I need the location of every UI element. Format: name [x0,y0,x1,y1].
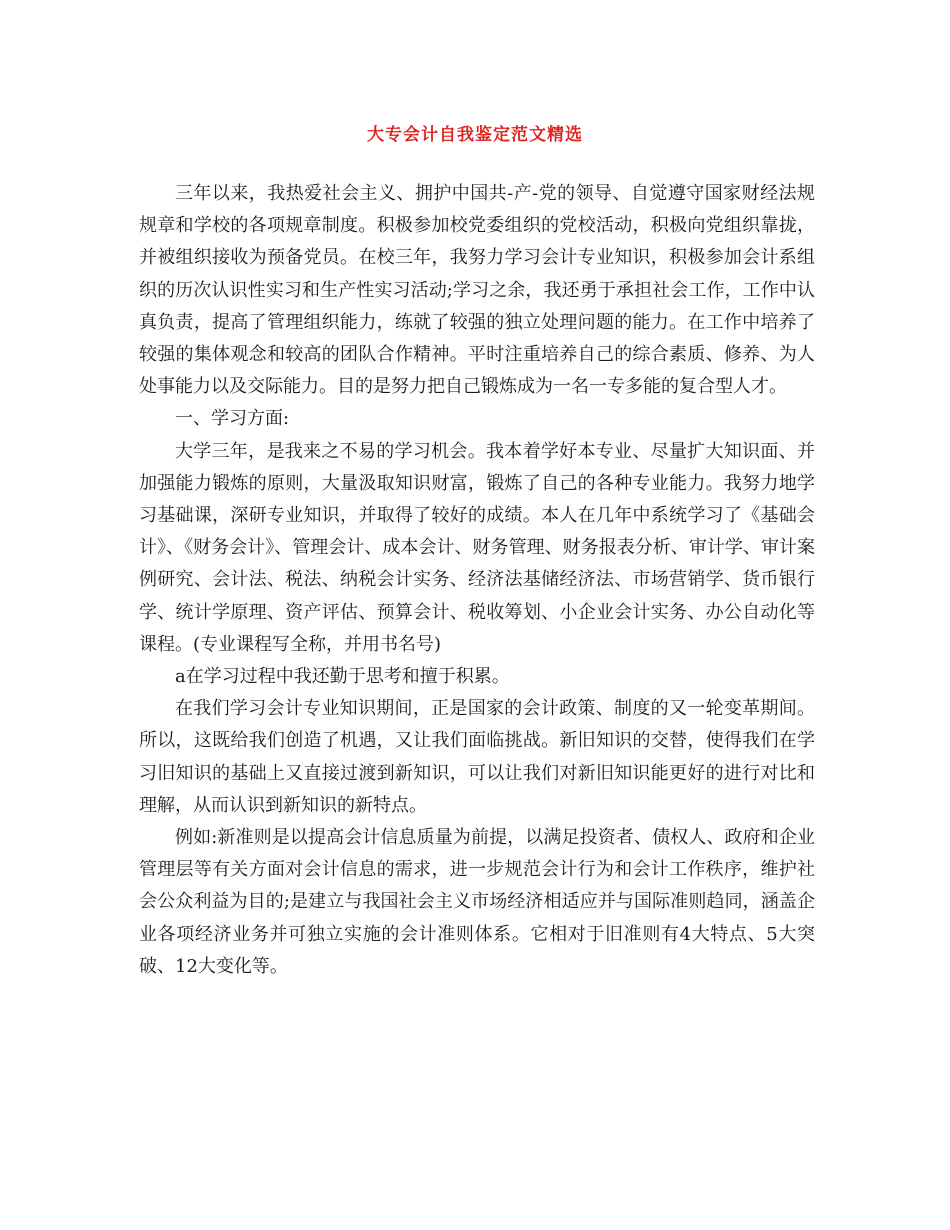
paragraph-reform: 在我们学习会计专业知识期间，正是国家的会计政策、制度的又一轮变革期间。所以，这既给我们创造了机遇，又让我们面临挑战。新旧知识的交替，使得我们在学习旧知识的基础上又直接过渡到新知识，可以让我们对新旧知识能更好的进行对比和理解，从而认识到新知识的新特点。 [139,698,815,816]
paragraph-example: 例如:新准则是以提高会计信息质量为前提，以满足投资者、债权人、政府和企业管理层等有关方面对会计信息的需求，进一步规范会计行为和会计工作秩序，维护社会公众利益为目的;是建立与我国社会主义市场经济相适应并与国际准则趋同，涵盖企业各项经济业务并可独立实施的会计准则体系。它相对于旧准则有4大特点、5大突破、12大变化等。 [139,827,815,977]
section-heading-study: 一、学习方面: [175,408,290,430]
paragraph-courses: 大学三年，是我来之不易的学习机会。我本着学好本专业、尽量扩大知识面、并加强能力锻炼的原则，大量汲取知识财富，锻炼了自己的各种专业能力。我努力地学习基础课，深研专业知识，并取得了较好的成绩。本人在几年中系统学习了《基础会计》、《财务会计》、管理会计、成本会计、财务管理、财务报表分析、审计学、审计案例研究、会计法、税法、纳税会计实务、经济法基储经济法、市场营销学、货币银行学、统计学原理、资产评估、预算会计、税收筹划、小企业会计实务、办公自动化等课程。(专业课程写全称，并用书名号) [139,440,815,655]
document-title: 大专会计自我鉴定范文精选 [367,125,583,145]
paragraph-thinking: a在学习过程中我还勤于思考和擅于积累。 [175,666,510,688]
document-body [139,178,815,983]
paragraph-intro: 三年以来，我热爱社会主义、拥护中国共-产-党的领导、自觉遵守国家财经法规规章和学校的各项规章制度。积极参加校党委组织的党校活动，积极向党组织靠拢，并被组织接收为预备党员。在校三年，我努力学习会计专业知识，积极参加会计系组织的历次认识性实习和生产性实习活动;学习之余，我还勇于承担社会工作，工作中认真负责，提高了管理组织能力，练就了较强的独立处理问题的能力。在工作中培养了较强的集体观念和较高的团队合作精神。平时注重培养自己的综合素质、修养、为人处事能力以及交际能力。目的是努力把自己锻炼成为一名一专多能的复合型人才。 [139,183,815,398]
